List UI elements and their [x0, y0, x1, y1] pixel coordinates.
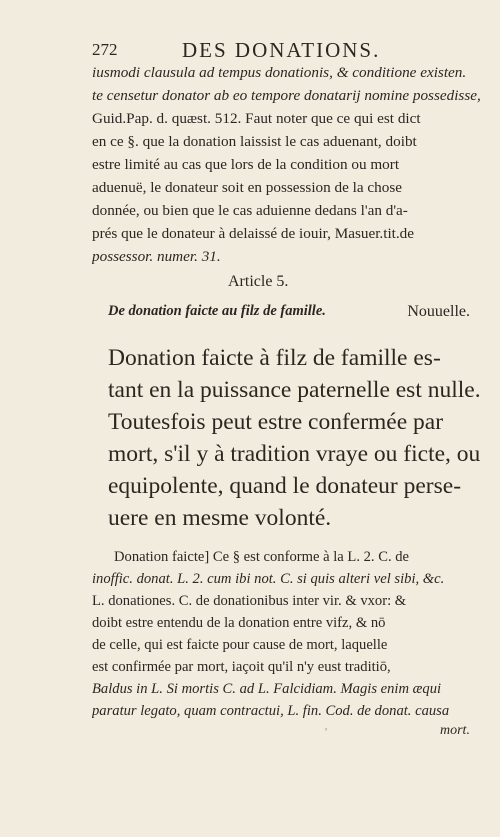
commentary-line: est confirmée par mort, iaçoit qu'il n'y eust traditiō,	[92, 659, 391, 675]
commentary	[92, 546, 488, 722]
article-subject: De donation faicte au filz de famille.	[108, 303, 326, 319]
text-line: estre limité au cas que lors de la condition ou mort	[92, 156, 400, 173]
text-line: aduenuë, le donateur soit en possession de la chose	[92, 179, 402, 196]
article-subject-line	[108, 303, 484, 327]
commentary-line: L. donationes. C. de donationibus inter vir. & vxor: &	[92, 593, 407, 609]
article-tag: Nouuelle.	[407, 303, 470, 320]
commentary-line: de celle, qui est faicte pour cause de mort, laquelle	[92, 637, 388, 653]
text-line: iusmodi clausula ad tempus donationis, & conditione existen.	[92, 64, 467, 81]
commentary-line: Baldus in L. Si mortis C. ad L. Falcidiam. Magis enim æqui	[92, 681, 442, 697]
summary-line: equipolente, quand le donateur perse-	[108, 473, 462, 499]
handwritten-mark: ˒	[324, 720, 328, 734]
commentary-line: inoffic. donat. L. 2. cum ibi not. C. si quis alteri vel sibi, &c.	[92, 571, 445, 587]
commentary-line: doibt estre entendu de la donation entre vifz, & nō	[92, 615, 386, 631]
text-line: Guid.Pap. d. quæst. 512. Faut noter que ce qui est dict	[92, 110, 421, 127]
commentary-line: Donation faicte] Ce § est conforme à la L. 2. C. de	[114, 549, 410, 565]
article-summary	[108, 342, 492, 534]
commentary-line: paratur legato, quam contractui, L. fin. Cod. de donat. causa	[92, 703, 450, 719]
summary-line: uere en mesme volonté.	[108, 505, 332, 531]
continued-paragraph	[92, 61, 484, 268]
summary-line: Toutesfois peut estre confermée par	[108, 409, 444, 435]
summary-line: tant en la puissance paternelle est nulle.	[108, 377, 481, 403]
article-heading: Article 5.	[228, 273, 289, 290]
text-line: donnée, ou bien que le cas aduienne dedans l'an d'a-	[92, 202, 408, 219]
text-line: en ce §. que la donation laissist le cas aduenant, doibt	[92, 133, 417, 150]
page-number: 272	[92, 40, 118, 59]
text-line: te censetur donator ab eo tempore donatarij nomine possedisse,	[92, 87, 481, 104]
running-title: DES DONATIONS.	[182, 38, 381, 62]
text-line: prés que le donateur à delaissé de iouir, Masuer.tit.de	[92, 225, 415, 242]
summary-line: Donation faicte à filz de famille es-	[108, 345, 441, 371]
catchword: mort.	[440, 723, 470, 738]
summary-line: mort, s'il y à tradition vraye ou ficte, ou	[108, 441, 481, 467]
text-line: possessor. numer. 31.	[92, 248, 221, 265]
